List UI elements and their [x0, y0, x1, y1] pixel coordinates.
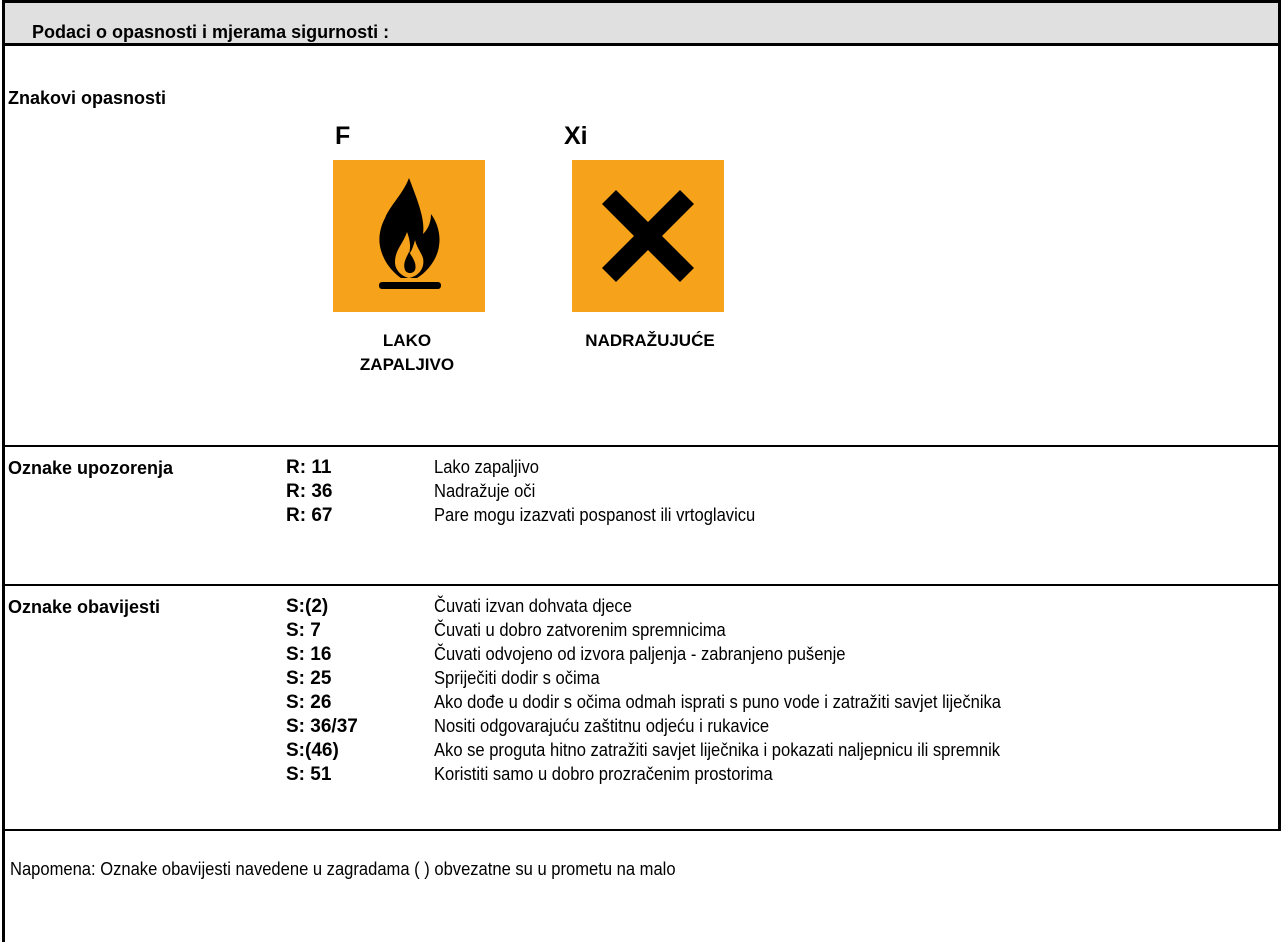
- table-left-border: [2, 0, 5, 942]
- hazard-symbols-label: Znakovi opasnosti: [8, 88, 167, 108]
- header-divider: [2, 43, 1281, 46]
- phrase-code: S:(2): [286, 596, 329, 617]
- phrase-text: Ako se proguta hitno zatražiti savjet liječnika i pokazati naljepnicu ili spremnik: [434, 740, 1001, 760]
- table-header: [5, 3, 1278, 44]
- phrase-text: Lako zapaljivo: [434, 457, 539, 477]
- phrase-text: Ako dođe u dodir s očima odmah isprati s puno vode i zatražiti savjet liječnika: [434, 692, 1002, 712]
- risk-phrases-label: Oznake upozorenja: [8, 458, 174, 478]
- symbol-label-irritant: [555, 329, 745, 353]
- symbol-code-xi: Xi: [564, 122, 588, 150]
- phrase-text: Spriječiti dodir s očima: [434, 668, 600, 688]
- safety-phrases-label: Oznake obavijesti: [8, 597, 161, 617]
- risk-divider: [2, 584, 1281, 586]
- safety-divider: [2, 829, 1281, 831]
- symbol-label-irritant-line1: NADRAŽUJUĆE: [585, 331, 715, 350]
- footnote: Napomena: Oznake obavijesti navedene u zagradama ( ) obvezatne su u prometu na malo: [10, 859, 676, 879]
- phrase-text: Pare mogu izazvati pospanost ili vrtoglavicu: [434, 505, 756, 525]
- phrase-text: Koristiti samo u dobro prozračenim prostorima: [434, 764, 773, 784]
- symbol-label-flammable-line2: ZAPALJIVO: [359, 355, 455, 374]
- phrase-text: Čuvati izvan dohvata djece: [434, 596, 632, 616]
- phrase-code: R: 67: [286, 505, 333, 526]
- phrase-code: S: 16: [286, 644, 332, 665]
- phrase-code: S: 26: [286, 692, 332, 713]
- symbol-label-flammable-line1: LAKO: [382, 331, 432, 350]
- symbols-divider: [2, 445, 1281, 447]
- phrase-code: R: 36: [286, 481, 333, 502]
- phrase-code: S:(46): [286, 740, 339, 761]
- phrase-code: R: 11: [286, 457, 332, 478]
- symbol-code-f: F: [335, 122, 351, 150]
- phrase-code: S: 51: [286, 764, 332, 785]
- cross-icon: [572, 160, 724, 312]
- header-title: Podaci o opasnosti i mjerama sigurnosti :: [32, 22, 390, 42]
- phrase-code: S: 25: [286, 668, 332, 689]
- phrase-code: S: 36/37: [286, 716, 358, 737]
- hazard-info-table: [2, 0, 1281, 942]
- symbol-label-flammable: [332, 329, 482, 377]
- flame-icon: [333, 160, 485, 312]
- phrase-text: Nositi odgovarajuću zaštitnu odjeću i rukavice: [434, 716, 770, 736]
- phrase-code: S: 7: [286, 620, 321, 641]
- phrase-text: Nadražuje oči: [434, 481, 536, 501]
- phrase-text: Čuvati odvojeno od izvora paljenja - zabranjeno pušenje: [434, 644, 846, 664]
- irritant-pictogram: [572, 160, 724, 312]
- phrase-text: Čuvati u dobro zatvorenim spremnicima: [434, 620, 726, 640]
- flammable-pictogram: [333, 160, 485, 312]
